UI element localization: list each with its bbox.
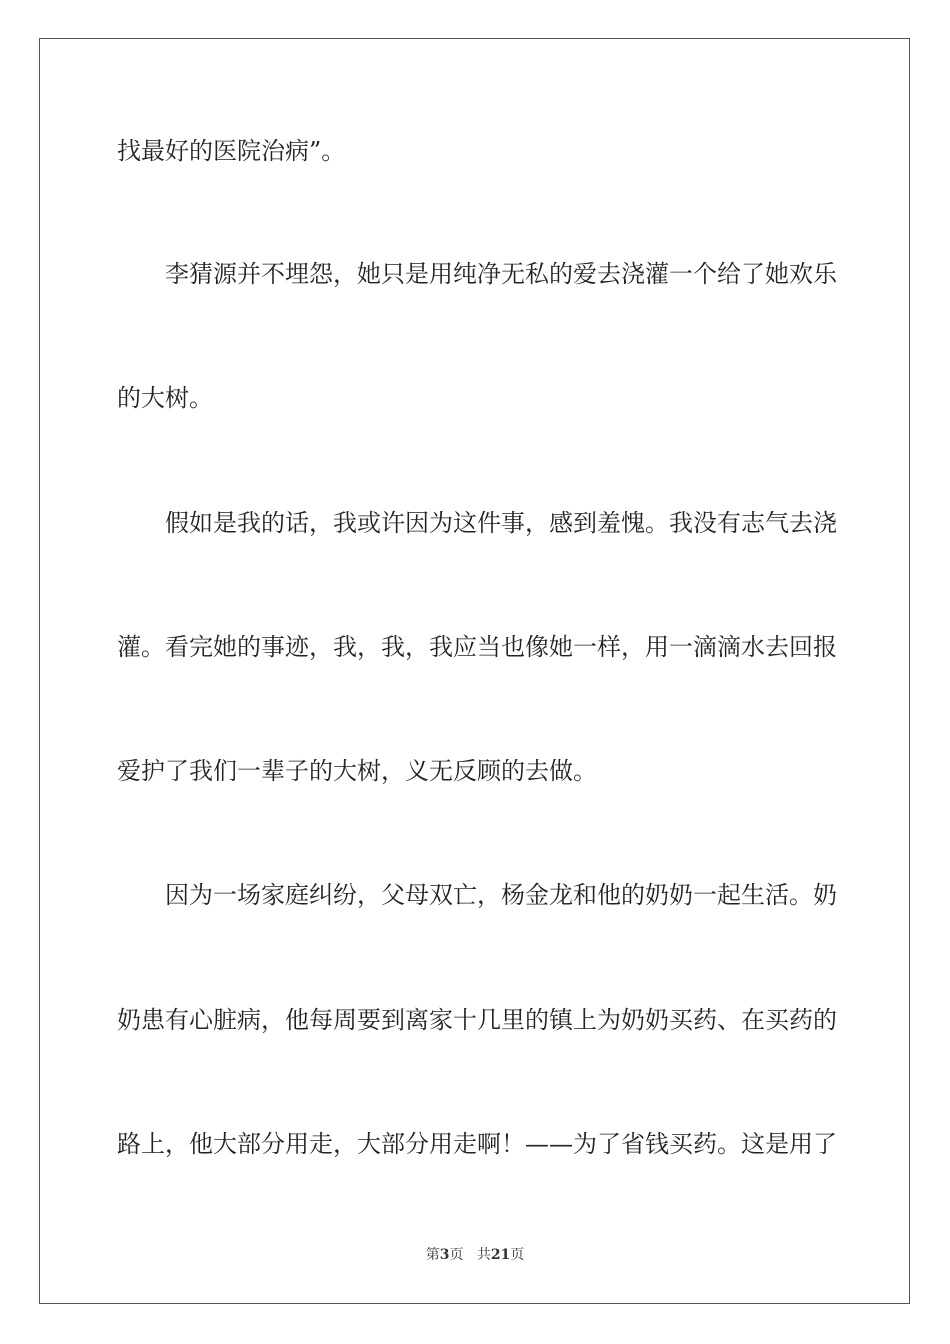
total-prefix: 共 (476, 1247, 491, 1263)
paragraph-line: 李猜源并不埋怨，她只是用纯净无私的爱去浇灌一个给了她欢乐 (165, 260, 837, 288)
paragraph-line: 路上，他大部分用走，大部分用走啊！——为了省钱买药。这是用了 (117, 1130, 837, 1158)
paragraph-line: 假如是我的话，我或许因为这件事，感到羞愧。我没有志气去浇 (165, 509, 837, 537)
paragraph-line: 爱护了我们一辈子的大树，义无反顾的去做。 (117, 757, 597, 785)
paragraph-line: 因为一场家庭纠纷，父母双亡，杨金龙和他的奶奶一起生活。奶 (165, 881, 837, 909)
page-suffix: 页 (449, 1247, 464, 1263)
paragraph-line: 的大树。 (117, 384, 213, 412)
total-suffix: 页 (510, 1247, 525, 1263)
page-total: 21 (490, 1247, 511, 1263)
paragraph-line: 奶患有心脏病，他每周要到离家十几里的镇上为奶奶买药、在买药的 (117, 1006, 837, 1034)
paragraph-line: 找最好的医院治病”。 (117, 137, 346, 165)
paragraph-line: 灌。看完她的事迹，我，我，我应当也像她一样，用一滴滴水去回报 (117, 633, 837, 661)
page-current: 3 (439, 1247, 450, 1263)
page-footer (0, 1246, 950, 1264)
page-border (39, 38, 910, 1304)
page-prefix: 第 (425, 1247, 440, 1263)
